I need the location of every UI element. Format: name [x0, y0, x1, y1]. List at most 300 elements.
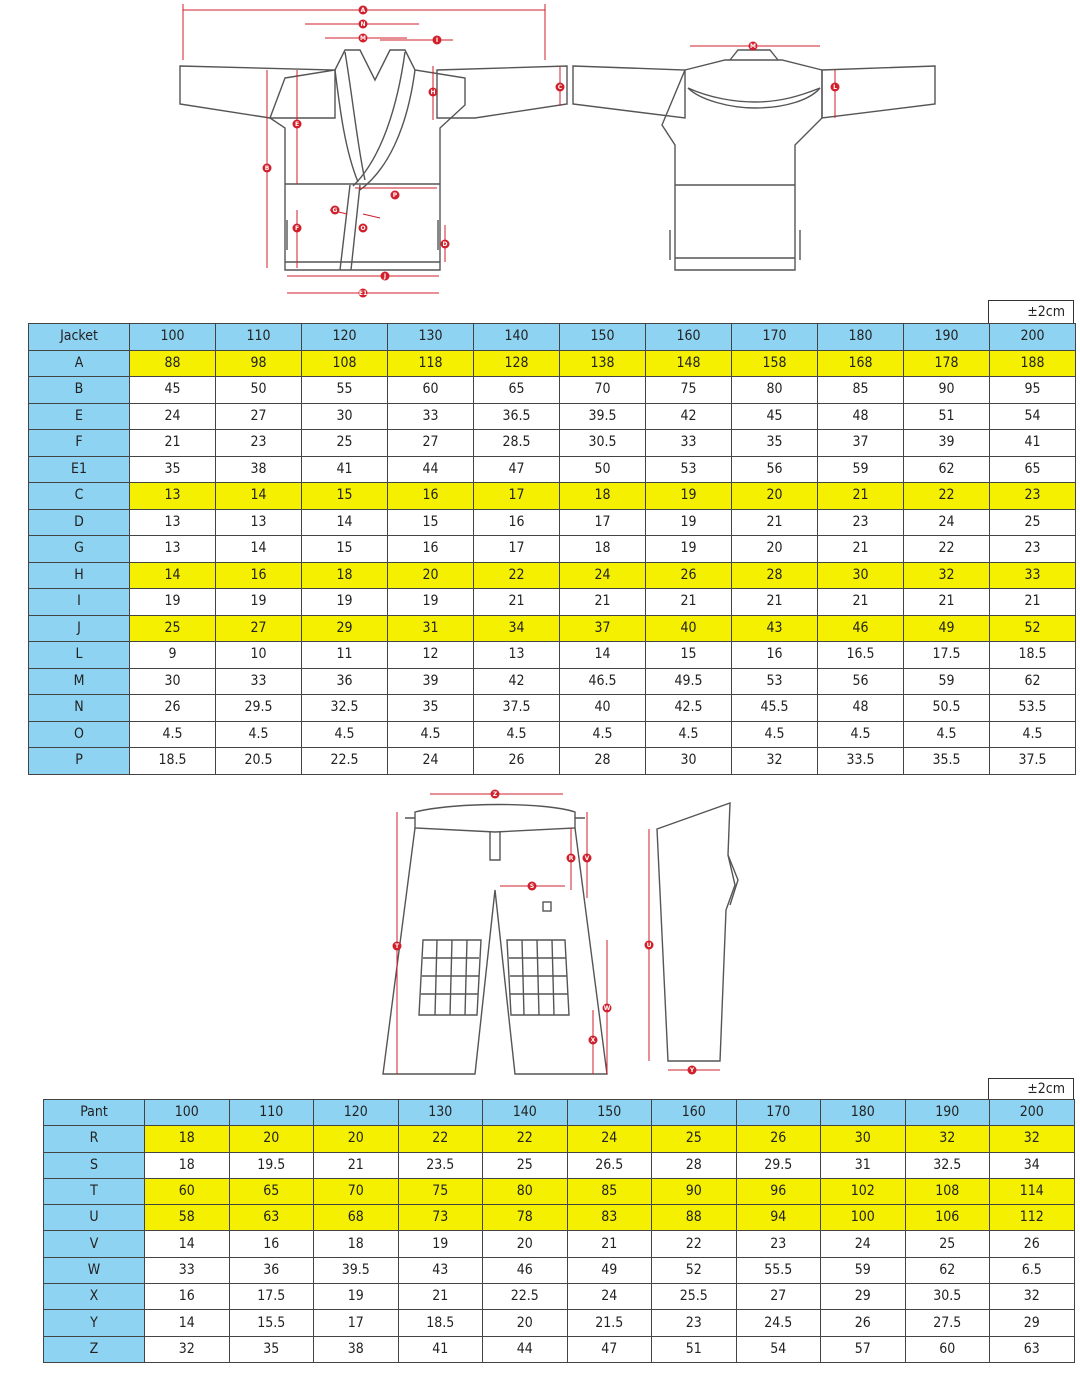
measurement-value: 15: [302, 536, 388, 563]
measurement-value: 23: [652, 1310, 737, 1336]
measurement-value: 14: [145, 1310, 230, 1336]
measurement-value: 13: [474, 642, 560, 669]
measurement-label: I: [29, 589, 130, 616]
measurement-value: 50: [560, 456, 646, 483]
measurement-label: P: [29, 748, 130, 775]
measurement-value: 44: [388, 456, 474, 483]
measurement-value: 56: [732, 456, 818, 483]
measurement-label: V: [44, 1231, 145, 1257]
measurement-value: 19.5: [229, 1152, 314, 1178]
measurement-label: W: [44, 1257, 145, 1283]
table-row: [29, 695, 1076, 722]
measurement-value: 23: [736, 1231, 821, 1257]
measurement-value: 37: [560, 615, 646, 642]
measurement-value: 10: [216, 642, 302, 669]
measurement-value: 4.5: [732, 721, 818, 748]
measurement-value: 148: [646, 350, 732, 377]
measurement-value: 168: [818, 350, 904, 377]
measurement-value: 27: [216, 403, 302, 430]
measurement-value: 114: [990, 1178, 1075, 1204]
jacket-back-diagram: [570, 30, 940, 280]
table-row: [44, 1126, 1075, 1152]
measurement-value: 14: [130, 562, 216, 589]
measurement-value: 21.5: [567, 1310, 652, 1336]
measurement-value: 22.5: [302, 748, 388, 775]
measurement-value: 35: [130, 456, 216, 483]
measurement-value: 25: [302, 430, 388, 457]
size-column-header: 100: [145, 1100, 230, 1126]
size-column-header: 190: [904, 324, 990, 351]
measurement-label: A: [29, 350, 130, 377]
measurement-value: 20: [483, 1231, 568, 1257]
measurement-value: 80: [483, 1178, 568, 1204]
measurement-value: 17.5: [229, 1284, 314, 1310]
measurement-value: 24: [560, 562, 646, 589]
measurement-label: M: [29, 668, 130, 695]
measurement-value: 52: [990, 615, 1076, 642]
table-row: [44, 1257, 1075, 1283]
measurement-value: 32: [732, 748, 818, 775]
table-row: [29, 536, 1076, 563]
measurement-value: 118: [388, 350, 474, 377]
size-column-header: 170: [732, 324, 818, 351]
measurement-value: 28: [560, 748, 646, 775]
measurement-value: 55.5: [736, 1257, 821, 1283]
measurement-value: 26: [474, 748, 560, 775]
measurement-value: 20: [732, 536, 818, 563]
measurement-value: 39: [388, 668, 474, 695]
measurement-value: 70: [560, 377, 646, 404]
measurement-value: 41: [990, 430, 1076, 457]
dimension-marker-label: R: [568, 855, 574, 862]
size-column-header: 130: [398, 1100, 483, 1126]
measurement-value: 21: [818, 589, 904, 616]
measurement-value: 33: [216, 668, 302, 695]
measurement-value: 36: [229, 1257, 314, 1283]
measurement-label: O: [29, 721, 130, 748]
measurement-value: 62: [905, 1257, 990, 1283]
measurement-value: 21: [474, 589, 560, 616]
dimension-marker-label: P: [392, 192, 398, 199]
measurement-value: 46: [818, 615, 904, 642]
measurement-value: 94: [736, 1205, 821, 1231]
measurement-value: 13: [130, 536, 216, 563]
measurement-value: 78: [483, 1205, 568, 1231]
measurement-value: 80: [732, 377, 818, 404]
measurement-value: 85: [818, 377, 904, 404]
measurement-value: 34: [990, 1152, 1075, 1178]
measurement-value: 51: [652, 1336, 737, 1362]
measurement-value: 20: [314, 1126, 399, 1152]
size-column-header: 110: [229, 1100, 314, 1126]
measurement-value: 29.5: [216, 695, 302, 722]
dimension-marker-label: V: [584, 855, 590, 862]
measurement-value: 24: [567, 1126, 652, 1152]
measurement-label: T: [44, 1178, 145, 1204]
dimension-marker-label: U: [646, 942, 652, 949]
measurement-value: 18.5: [398, 1310, 483, 1336]
measurement-value: 20: [483, 1310, 568, 1336]
jacket-table-title: Jacket: [29, 324, 130, 351]
measurement-value: 158: [732, 350, 818, 377]
measurement-value: 19: [314, 1284, 399, 1310]
measurement-value: 43: [398, 1257, 483, 1283]
measurement-value: 85: [567, 1178, 652, 1204]
measurement-value: 21: [567, 1231, 652, 1257]
size-column-header: 110: [216, 324, 302, 351]
measurement-value: 4.5: [302, 721, 388, 748]
measurement-value: 47: [474, 456, 560, 483]
table-row: [44, 1336, 1075, 1362]
table-row: [44, 1152, 1075, 1178]
measurement-value: 4.5: [388, 721, 474, 748]
measurement-value: 39.5: [560, 403, 646, 430]
measurement-value: 25.5: [652, 1284, 737, 1310]
measurement-value: 20: [388, 562, 474, 589]
measurement-value: 15: [302, 483, 388, 510]
measurement-value: 27: [736, 1284, 821, 1310]
size-column-header: 120: [314, 1100, 399, 1126]
dimension-marker-label: N: [360, 21, 366, 28]
measurement-value: 30: [302, 403, 388, 430]
measurement-value: 42.5: [646, 695, 732, 722]
measurement-value: 31: [388, 615, 474, 642]
measurement-value: 57: [821, 1336, 906, 1362]
measurement-label: J: [29, 615, 130, 642]
measurement-value: 21: [732, 589, 818, 616]
measurement-label: F: [29, 430, 130, 457]
measurement-value: 59: [904, 668, 990, 695]
measurement-value: 90: [652, 1178, 737, 1204]
measurement-value: 25: [483, 1152, 568, 1178]
measurement-value: 14: [216, 536, 302, 563]
measurement-value: 14: [145, 1231, 230, 1257]
measurement-value: 44: [483, 1336, 568, 1362]
measurement-value: 62: [904, 456, 990, 483]
measurement-value: 16: [388, 536, 474, 563]
measurement-value: 26: [646, 562, 732, 589]
measurement-value: 21: [818, 536, 904, 563]
measurement-value: 29: [302, 615, 388, 642]
measurement-value: 47: [567, 1336, 652, 1362]
table-row: [44, 1310, 1075, 1336]
measurement-value: 48: [818, 403, 904, 430]
measurement-value: 95: [990, 377, 1076, 404]
pant-table-title: Pant: [44, 1100, 145, 1126]
measurement-value: 21: [398, 1284, 483, 1310]
measurement-value: 33: [145, 1257, 230, 1283]
measurement-value: 60: [388, 377, 474, 404]
measurement-value: 42: [646, 403, 732, 430]
jacket-header-row: [29, 324, 1076, 351]
measurement-value: 15.5: [229, 1310, 314, 1336]
table-row: [29, 377, 1076, 404]
measurement-value: 60: [905, 1336, 990, 1362]
measurement-value: 17: [314, 1310, 399, 1336]
measurement-value: 24: [904, 509, 990, 536]
measurement-value: 22: [474, 562, 560, 589]
measurement-value: 4.5: [904, 721, 990, 748]
measurement-value: 40: [560, 695, 646, 722]
measurement-value: 27.5: [905, 1310, 990, 1336]
measurement-value: 16: [229, 1231, 314, 1257]
measurement-value: 33: [388, 403, 474, 430]
measurement-value: 24: [130, 403, 216, 430]
measurement-value: 83: [567, 1205, 652, 1231]
measurement-label: L: [29, 642, 130, 669]
table-row: [29, 668, 1076, 695]
measurement-value: 26: [990, 1231, 1075, 1257]
table-row: [29, 615, 1076, 642]
measurement-value: 56: [818, 668, 904, 695]
measurement-value: 62: [990, 668, 1076, 695]
size-column-header: 100: [130, 324, 216, 351]
measurement-value: 20: [229, 1126, 314, 1152]
measurement-label: S: [44, 1152, 145, 1178]
measurement-value: 23: [818, 509, 904, 536]
measurement-label: E1: [29, 456, 130, 483]
measurement-value: 60: [145, 1178, 230, 1204]
measurement-value: 29: [990, 1310, 1075, 1336]
dimension-marker-label: J: [383, 273, 387, 280]
measurement-value: 21: [560, 589, 646, 616]
measurement-value: 33: [646, 430, 732, 457]
measurement-value: 50.5: [904, 695, 990, 722]
measurement-value: 13: [130, 509, 216, 536]
pant-size-table: [43, 1099, 1075, 1363]
measurement-value: 24: [388, 748, 474, 775]
table-row: [29, 350, 1076, 377]
dimension-marker-label: M: [360, 35, 366, 42]
measurement-value: 25: [130, 615, 216, 642]
measurement-value: 68: [314, 1205, 399, 1231]
measurement-value: 138: [560, 350, 646, 377]
measurement-value: 45.5: [732, 695, 818, 722]
measurement-value: 38: [216, 456, 302, 483]
measurement-label: D: [29, 509, 130, 536]
measurement-value: 90: [904, 377, 990, 404]
measurement-value: 30: [130, 668, 216, 695]
measurement-value: 38: [314, 1336, 399, 1362]
measurement-value: 35.5: [904, 748, 990, 775]
measurement-value: 88: [130, 350, 216, 377]
measurement-label: R: [44, 1126, 145, 1152]
measurement-value: 70: [314, 1178, 399, 1204]
measurement-value: 17: [560, 509, 646, 536]
measurement-value: 49: [904, 615, 990, 642]
measurement-value: 14: [216, 483, 302, 510]
size-column-header: 180: [818, 324, 904, 351]
measurement-value: 4.5: [818, 721, 904, 748]
measurement-value: 29: [821, 1284, 906, 1310]
measurement-value: 55: [302, 377, 388, 404]
measurement-value: 24.5: [736, 1310, 821, 1336]
measurement-value: 19: [302, 589, 388, 616]
measurement-value: 4.5: [990, 721, 1076, 748]
pant-tolerance-label: ±2cm: [988, 1078, 1074, 1100]
measurement-value: 15: [646, 642, 732, 669]
measurement-value: 75: [398, 1178, 483, 1204]
measurement-value: 32: [990, 1126, 1075, 1152]
measurement-value: 21: [314, 1152, 399, 1178]
measurement-value: 19: [646, 509, 732, 536]
size-column-header: 130: [388, 324, 474, 351]
measurement-value: 22: [398, 1126, 483, 1152]
measurement-value: 65: [990, 456, 1076, 483]
dimension-marker-label: B: [264, 165, 270, 172]
measurement-value: 16: [732, 642, 818, 669]
measurement-value: 48: [818, 695, 904, 722]
measurement-value: 21: [818, 483, 904, 510]
measurement-value: 16.5: [818, 642, 904, 669]
measurement-value: 54: [990, 403, 1076, 430]
table-row: [29, 509, 1076, 536]
measurement-value: 4.5: [474, 721, 560, 748]
measurement-value: 18.5: [990, 642, 1076, 669]
measurement-value: 30: [821, 1126, 906, 1152]
dimension-marker-label: H: [430, 89, 436, 96]
measurement-value: 35: [732, 430, 818, 457]
measurement-value: 28.5: [474, 430, 560, 457]
measurement-value: 21: [732, 509, 818, 536]
size-column-header: 120: [302, 324, 388, 351]
measurement-value: 52: [652, 1257, 737, 1283]
table-row: [29, 456, 1076, 483]
measurement-value: 20: [732, 483, 818, 510]
measurement-value: 17.5: [904, 642, 990, 669]
measurement-value: 14: [560, 642, 646, 669]
dimension-marker-label: C: [557, 84, 563, 91]
measurement-label: B: [29, 377, 130, 404]
measurement-value: 22: [904, 536, 990, 563]
measurement-value: 63: [229, 1205, 314, 1231]
jacket-front-diagram: [175, 0, 575, 300]
measurement-value: 88: [652, 1205, 737, 1231]
measurement-value: 21: [646, 589, 732, 616]
measurement-value: 26: [130, 695, 216, 722]
measurement-value: 25: [652, 1126, 737, 1152]
size-column-header: 150: [560, 324, 646, 351]
measurement-label: E: [29, 403, 130, 430]
measurement-value: 16: [388, 483, 474, 510]
table-row: [29, 483, 1076, 510]
table-row: [29, 403, 1076, 430]
measurement-value: 54: [736, 1336, 821, 1362]
measurement-value: 18.5: [130, 748, 216, 775]
measurement-value: 30: [818, 562, 904, 589]
size-column-header: 170: [736, 1100, 821, 1126]
measurement-value: 25: [905, 1231, 990, 1257]
measurement-label: G: [29, 536, 130, 563]
measurement-value: 18: [145, 1126, 230, 1152]
dimension-marker-label: E1: [358, 290, 368, 297]
table-row: [44, 1205, 1075, 1231]
measurement-value: 36.5: [474, 403, 560, 430]
dimension-marker-label: X: [590, 1037, 596, 1044]
measurement-value: 28: [652, 1152, 737, 1178]
jacket-tolerance-label: ±2cm: [988, 300, 1074, 324]
measurement-value: 46: [483, 1257, 568, 1283]
measurement-value: 32: [145, 1336, 230, 1362]
dimension-marker-label: W: [603, 1005, 611, 1012]
size-column-header: 160: [652, 1100, 737, 1126]
measurement-value: 16: [145, 1284, 230, 1310]
measurement-value: 18: [560, 536, 646, 563]
measurement-value: 35: [388, 695, 474, 722]
measurement-label: Y: [44, 1310, 145, 1336]
measurement-value: 21: [130, 430, 216, 457]
measurement-value: 16: [216, 562, 302, 589]
measurement-value: 108: [302, 350, 388, 377]
measurement-value: 106: [905, 1205, 990, 1231]
measurement-value: 22: [483, 1126, 568, 1152]
measurement-value: 108: [905, 1178, 990, 1204]
table-row: [29, 589, 1076, 616]
measurement-value: 32: [904, 562, 990, 589]
measurement-value: 23: [990, 536, 1076, 563]
table-row: [29, 430, 1076, 457]
measurement-value: 53: [646, 456, 732, 483]
size-column-header: 190: [905, 1100, 990, 1126]
dimension-marker-label: T: [394, 943, 400, 950]
measurement-value: 14: [302, 509, 388, 536]
dimension-marker-label: D: [442, 241, 448, 248]
measurement-value: 43: [732, 615, 818, 642]
measurement-value: 30.5: [905, 1284, 990, 1310]
measurement-value: 51: [904, 403, 990, 430]
measurement-value: 19: [388, 589, 474, 616]
measurement-value: 41: [398, 1336, 483, 1362]
measurement-value: 32.5: [302, 695, 388, 722]
measurement-value: 15: [388, 509, 474, 536]
measurement-value: 12: [388, 642, 474, 669]
size-column-header: 200: [990, 324, 1076, 351]
measurement-value: 188: [990, 350, 1076, 377]
size-column-header: 200: [990, 1100, 1075, 1126]
measurement-value: 39.5: [314, 1257, 399, 1283]
measurement-value: 17: [474, 483, 560, 510]
measurement-value: 45: [130, 377, 216, 404]
measurement-value: 33.5: [818, 748, 904, 775]
measurement-value: 34: [474, 615, 560, 642]
measurement-value: 16: [474, 509, 560, 536]
table-row: [29, 748, 1076, 775]
measurement-value: 19: [216, 589, 302, 616]
measurement-value: 24: [821, 1231, 906, 1257]
measurement-value: 18: [302, 562, 388, 589]
measurement-value: 24: [567, 1284, 652, 1310]
measurement-value: 46.5: [560, 668, 646, 695]
measurement-value: 32: [905, 1126, 990, 1152]
size-column-header: 160: [646, 324, 732, 351]
measurement-value: 19: [646, 483, 732, 510]
pant-front-diagram: [375, 780, 635, 1080]
measurement-value: 21: [904, 589, 990, 616]
measurement-value: 19: [646, 536, 732, 563]
dimension-marker-label: M: [750, 43, 756, 50]
measurement-value: 40: [646, 615, 732, 642]
size-column-header: 150: [567, 1100, 652, 1126]
measurement-value: 100: [821, 1205, 906, 1231]
table-row: [29, 562, 1076, 589]
measurement-value: 96: [736, 1178, 821, 1204]
dimension-marker-label: Z: [492, 791, 498, 798]
measurement-value: 37.5: [474, 695, 560, 722]
table-row: [29, 721, 1076, 748]
dimension-marker-label: I: [435, 37, 439, 44]
dimension-marker-label: S: [529, 883, 535, 890]
measurement-value: 27: [216, 615, 302, 642]
